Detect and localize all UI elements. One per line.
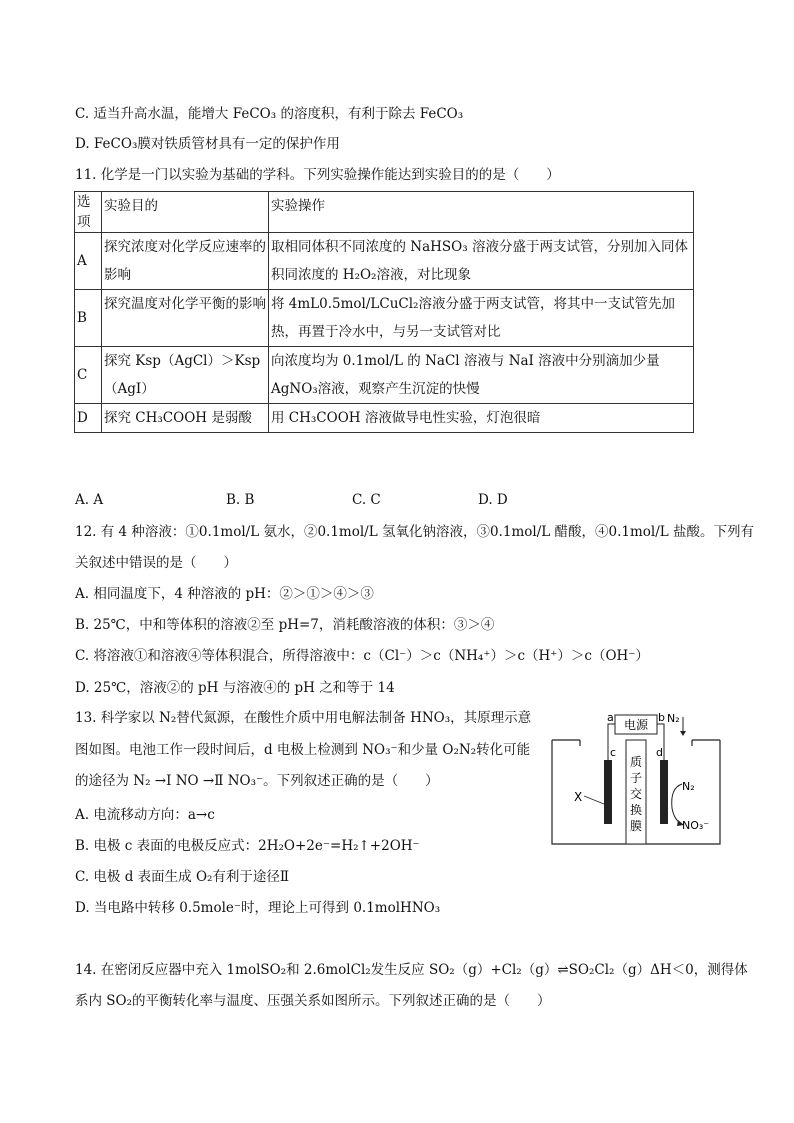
q14-stem-2: 系内 SO₂的平衡转化率与温度、压强关系如图所示。下列叙述正确的是（ ） [75,993,551,1009]
row-aim: 探究 Ksp（AgCl）＞Ksp（AgI） [102,347,269,404]
table-row [75,404,694,433]
n2-inlet-label: N₂ [667,712,680,725]
q13-stem-2: 图如图。电池工作一段时间后，d 电极上检测到 NO₃⁻和少量 O₂N₂转化可能 [75,742,531,758]
row-option: B [75,290,102,347]
q12-option-c: C. 将溶液①和溶液④等体积混合，所得溶液中：c（Cl⁻）＞c（NH₄⁺）＞c（H⁺）＞c（OH⁻） [75,648,649,664]
q11-choices [75,492,675,510]
electrode-label-c: c [610,746,617,759]
q12-stem-2: 关叙述中错误的是（ ） [75,555,237,571]
choice-a: A. A [75,492,104,508]
label-x: X [574,790,583,804]
membrane-char: 子 [629,771,643,785]
q13-option-c: C. 电极 d 表面生成 O₂有利于途径Ⅱ [75,869,290,885]
q12-option-a: A. 相同温度下，4 种溶液的 pH：②＞①＞④＞③ [75,586,374,602]
electrode-c [604,760,612,824]
membrane-char: 换 [629,803,643,817]
q13-option-a: A. 电流移动方向：a→c [75,807,215,823]
row-aim: 探究温度对化学平衡的影响 [102,290,269,347]
table-row [75,233,694,290]
header-operation: 实验操作 [269,192,694,233]
q12-stem-1: 12. 有 4 种溶液：①0.1mol/L 氨水，②0.1mol/L 氢氧化钠溶液，③0.1mol/L 醋酸，④0.1mol/L 盐酸。下列有 [75,524,755,540]
terminal-a: a [607,712,614,724]
conversion-arrow-icon [672,784,682,824]
no3-label: NO₃⁻ [682,819,710,832]
row-operation: 取相同体积不同浓度的 NaHSO₃ 溶液分盛于两支试管，分别加入同体积同浓度的 H₂O₂溶液，对比现象 [269,233,694,290]
row-operation: 向浓度均为 0.1mol/L 的 NaCl 溶液与 NaI 溶液中分别滴加少量 AgNO₃溶液，观察产生沉淀的快慢 [269,347,694,404]
choice-c: C. C [352,492,381,508]
n2-label: N₂ [682,780,695,793]
table-row [75,347,694,404]
header-aim: 实验目的 [102,192,269,233]
row-operation: 用 CH₃COOH 溶液做导电性实验，灯泡很暗 [269,404,694,433]
table-header-row [75,192,694,233]
power-label: 电源 [623,718,649,732]
membrane-char: 质 [629,755,643,769]
q10-option-c: C. 适当升高水温，能增大 FeCO₃ 的溶度积，有利于除去 FeCO₃ [75,106,464,122]
q12-option-d: D. 25℃，溶液②的 pH 与溶液④的 pH 之和等于 14 [75,680,395,696]
experiment-table [74,191,694,433]
row-operation: 将 4mL0.5mol/LCuCl₂溶液分盛于两支试管，将其中一支试管先加热，再置于冷水中，与另一支试管对比 [269,290,694,347]
q11-stem: 11. 化学是一门以实验为基础的学科。下列实验操作能达到实验目的的是（ ） [75,167,560,183]
q14-stem-1: 14. 在密闭反应器中充入 1molSO₂和 2.6molCl₂发生反应 SO₂（g）+Cl₂（g）⇌SO₂Cl₂（g）ΔH＜0，测得体 [75,962,748,978]
q13-option-b: B. 电极 c 表面的电极反应式：2H₂O+2e⁻=H₂↑+2OH⁻ [75,838,420,854]
row-option: A [75,233,102,290]
row-aim: 探究 CH₃COOH 是弱酸 [102,404,269,433]
choice-b: B. B [226,492,255,508]
membrane-char: 交 [629,787,643,801]
row-option: C [75,347,102,404]
electrolysis-diagram [550,712,722,846]
q12-option-b: B. 25℃，中和等体积的溶液②至 pH=7，消耗酸溶液的体积：③＞④ [75,617,495,633]
row-option: D [75,404,102,433]
row-aim: 探究浓度对化学反应速率的影响 [102,233,269,290]
q13-stem-3: 的途径为 N₂ →Ⅰ NO →Ⅱ NO₃⁻。下列叙述正确的是（ ） [75,773,439,789]
terminal-b: b [658,712,665,724]
q13-stem-1: 13. 科学家以 N₂替代氮源，在酸性介质中用电解法制备 HNO₃，其原理示意 [75,710,532,726]
electrode-label-d: d [656,746,663,759]
choice-d: D. D [478,492,508,508]
membrane-char: 膜 [629,819,643,833]
q13-option-d: D. 当电路中转移 0.5mole⁻时，理论上可得到 0.1molHNO₃ [75,900,441,916]
q10-option-d: D. FeCO₃膜对铁质管材具有一定的保护作用 [75,136,340,152]
header-option: 选项 [75,192,102,233]
electrode-d [660,760,668,824]
table-row [75,290,694,347]
